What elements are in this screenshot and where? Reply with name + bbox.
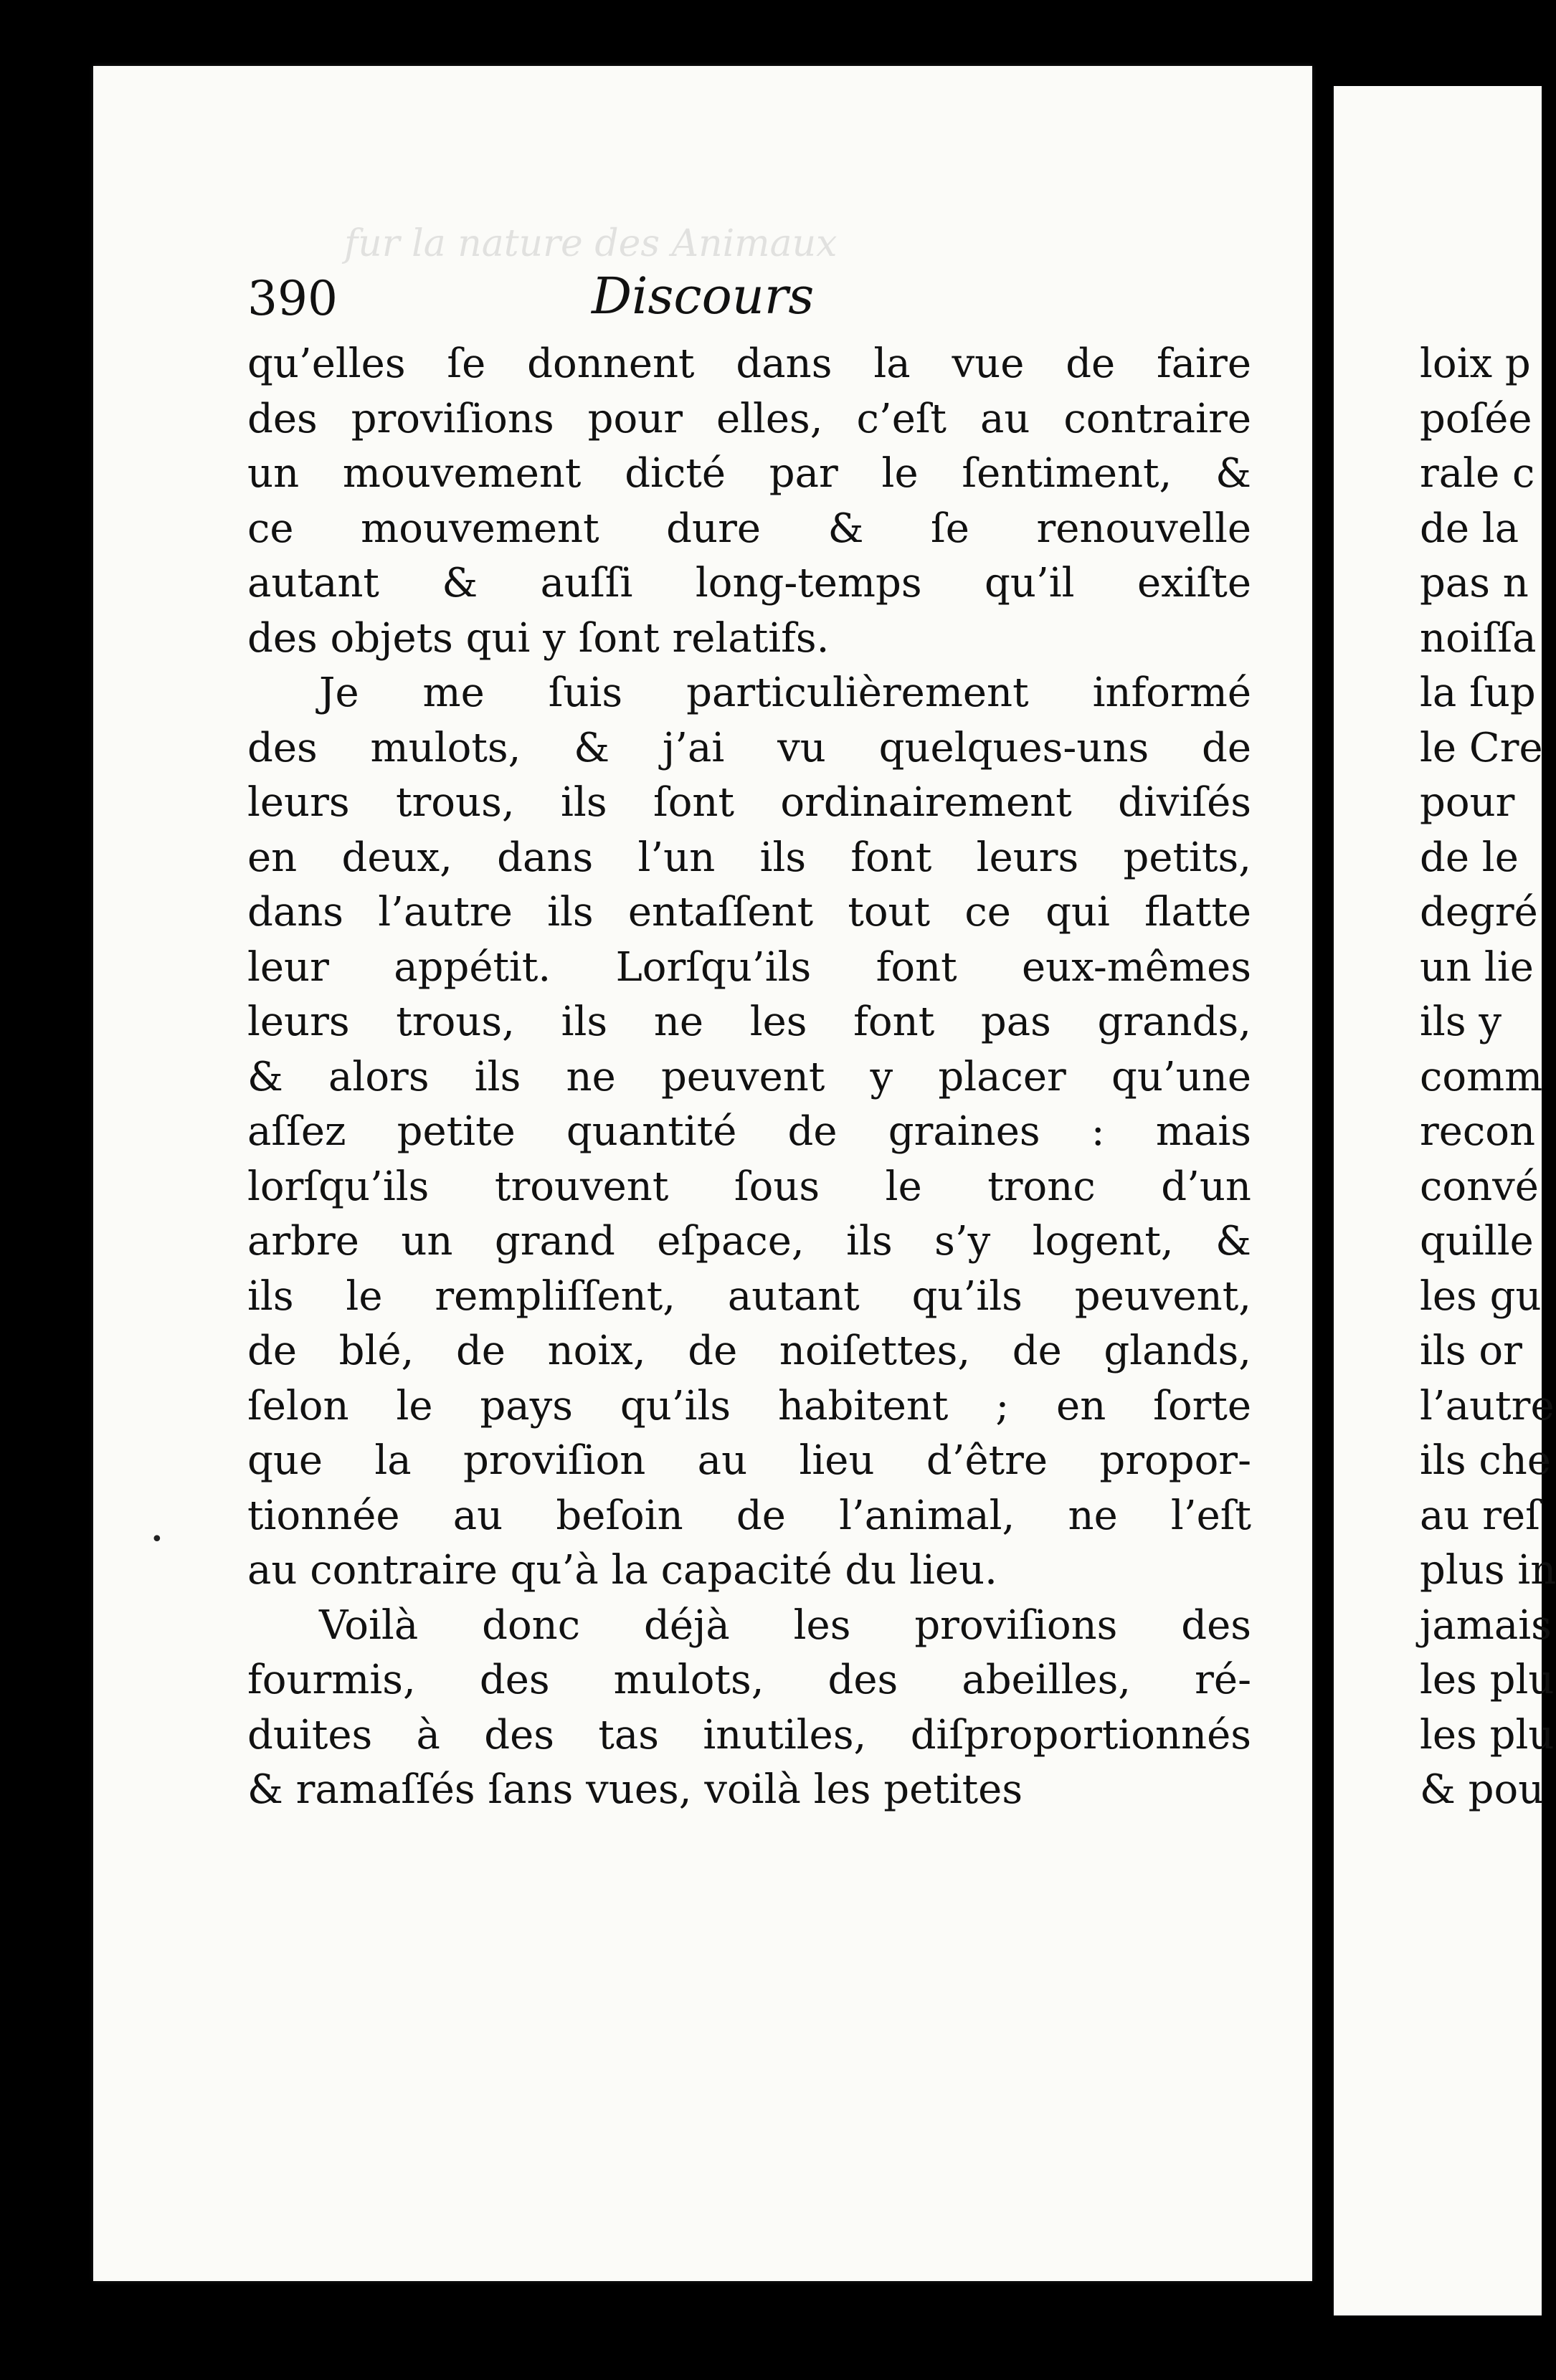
text-line: les gu [1420, 1272, 1542, 1320]
page-header [247, 267, 1115, 335]
text-line: loix p [1420, 341, 1531, 387]
text-line: ils le rempliſſent, autant qu’ils peuvent, [247, 1272, 1251, 1320]
text-line: ils y [1420, 999, 1502, 1045]
text-line: des objets qui y ſont relatifs. [247, 614, 830, 662]
text-line: convé [1420, 1163, 1539, 1210]
text-line: de la [1420, 505, 1519, 552]
bleed-through-text: fur la nature des Animaux [344, 222, 838, 265]
text-line: quille [1420, 1218, 1534, 1265]
ink-speck: • [151, 1527, 163, 1552]
text-line: rale c [1420, 450, 1535, 497]
text-line: duites à des tas inutiles, diſproportionnés [247, 1711, 1251, 1758]
text-line: & pou [1420, 1766, 1545, 1813]
text-line: qu’elles ſe donnent dans la vue de faire [247, 341, 1251, 387]
text-line: & alors ils ne peuvent y placer qu’une [247, 1053, 1251, 1100]
page-number: 390 [247, 271, 338, 326]
text-line: aſſez petite quantité de graines : mais [247, 1108, 1251, 1155]
text-line: ce mouvement dure & ſe renouvelle [247, 505, 1251, 552]
text-line: lorſqu’ils trouvent ſous le tronc d’un [247, 1163, 1251, 1210]
text-line: noiſſa [1420, 614, 1537, 662]
text-line: leurs trous, ils ſont ordinairement diviſés [247, 779, 1251, 826]
text-line: l’autre [1420, 1382, 1555, 1429]
text-line: recon [1420, 1108, 1536, 1155]
text-line: au reſ [1420, 1492, 1540, 1539]
text-line: pour [1420, 779, 1515, 826]
text-line: ils che [1420, 1437, 1551, 1484]
text-line: leurs trous, ils ne les font pas grands, [247, 999, 1251, 1045]
text-line: autant & auſſi long-temps qu’il exiſte [247, 560, 1251, 606]
text-line: un lie [1420, 943, 1534, 991]
text-line: & ramaſſés ſans vues, voilà les petites [247, 1766, 1023, 1813]
text-line: tionnée au beſoin de l’animal, ne l’eſt [247, 1492, 1251, 1539]
text-line: poſée [1420, 395, 1532, 442]
text-line: comm [1420, 1053, 1543, 1100]
text-line: arbre un grand eſpace, ils s’y logent, & [247, 1218, 1251, 1265]
text-line: dans l’autre ils entaſſent tout ce qui flatte [247, 889, 1251, 936]
text-line: un mouvement dicté par le ſentiment, & [247, 450, 1251, 497]
text-line: les plu [1420, 1657, 1555, 1703]
text-line: des proviſions pour elles, c’eſt au contraire [247, 395, 1251, 442]
text-line: plus in [1420, 1547, 1556, 1594]
right-page [1334, 86, 1556, 2315]
body-text [247, 337, 1251, 1818]
text-line: Je me ſuis particulièrement informé [319, 670, 1251, 716]
text-line: ils or [1420, 1328, 1522, 1374]
running-head: Discours [592, 267, 815, 325]
text-line: des mulots, & j’ai vu quelques-uns de [247, 724, 1251, 771]
text-line: de le [1420, 834, 1519, 881]
right-page-text [1420, 337, 1556, 1818]
text-line: la ſup [1420, 670, 1536, 716]
text-line: le Cre [1420, 724, 1543, 771]
text-line: les plu [1420, 1711, 1555, 1758]
text-line: que la proviſion au lieu d’être propor- [247, 1437, 1251, 1484]
text-line: degré [1420, 889, 1538, 936]
text-line: leur appétit. Lorſqu’ils font eux-mêmes [247, 943, 1251, 991]
text-line: en deux, dans l’un ils font leurs petits, [247, 834, 1251, 881]
text-line: au contraire qu’à la capacité du lieu. [247, 1547, 997, 1594]
text-line: fourmis, des mulots, des abeilles, ré- [247, 1657, 1251, 1703]
text-line: jamais [1420, 1601, 1552, 1649]
text-line: pas n [1420, 560, 1529, 606]
text-line: de blé, de noix, de noiſettes, de glands, [247, 1328, 1251, 1374]
text-line: ſelon le pays qu’ils habitent ; en ſorte [247, 1382, 1251, 1429]
text-line: Voilà donc déjà les proviſions des [319, 1601, 1251, 1649]
